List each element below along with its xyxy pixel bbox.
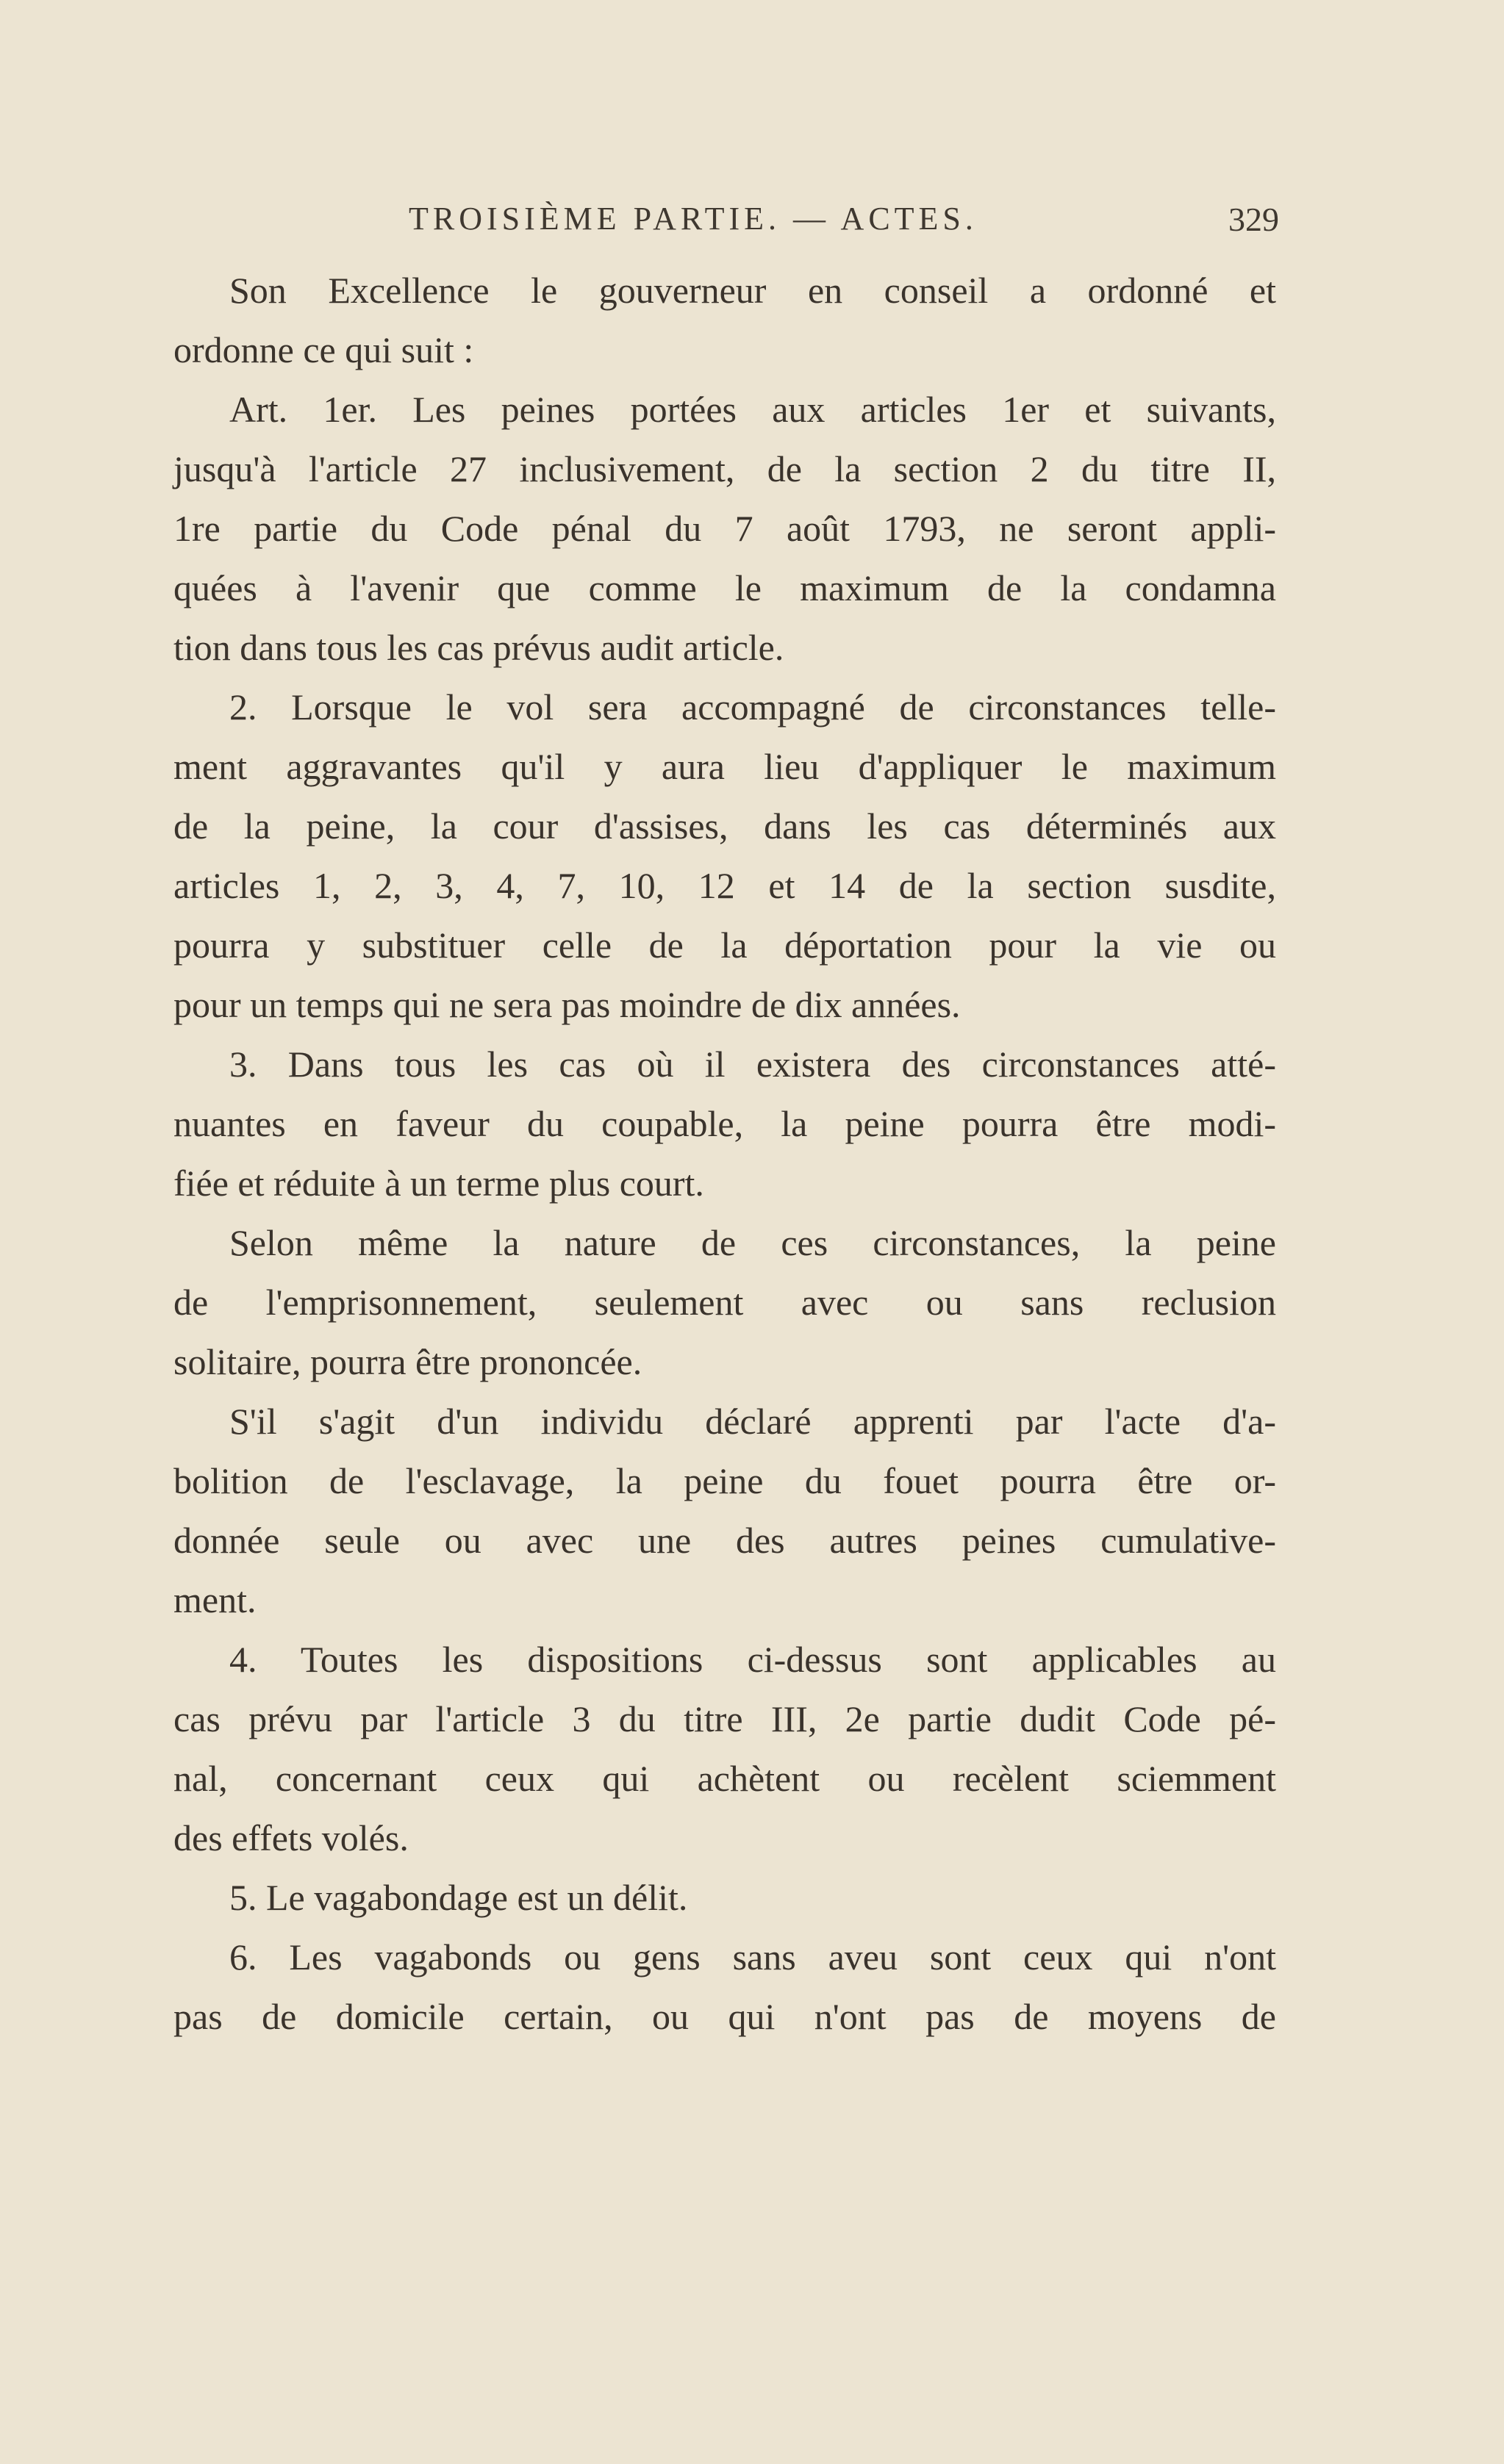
text-line: ment. bbox=[173, 1579, 257, 1620]
text-line: solitaire, pourra être prononcée. bbox=[173, 1341, 642, 1382]
text-line: des effets volés. bbox=[173, 1817, 409, 1858]
text-line: Selon même la nature de ces circonstances, la peine bbox=[229, 1222, 1276, 1263]
text-line: 3. Dans tous les cas où il existera des circonstances atté- bbox=[229, 1044, 1276, 1085]
text-line: articles 1, 2, 3, 4, 7, 10, 12 et 14 de la section susdite, bbox=[173, 865, 1276, 906]
text-line: pourra y substituer celle de la déportation pour la vie ou bbox=[173, 924, 1276, 966]
text-line: 6. Les vagabonds ou gens sans aveu sont ceux qui n'ont bbox=[229, 1936, 1276, 1978]
running-title: TROISIÈME PARTIE. — ACTES. bbox=[409, 201, 978, 237]
text-line: fiée et réduite à un terme plus court. bbox=[173, 1163, 704, 1204]
text-line: 2. Lorsque le vol sera accompagné de circonstances telle- bbox=[229, 686, 1276, 728]
text-line: ordonne ce qui suit : bbox=[173, 329, 474, 370]
text-line: ment aggravantes qu'il y aura lieu d'appliquer le maximum bbox=[173, 746, 1276, 787]
text-line: de la peine, la cour d'assises, dans les cas déterminés aux bbox=[173, 805, 1276, 847]
body-text bbox=[173, 261, 1276, 2047]
text-line: donnée seule ou avec une des autres peines cumulative- bbox=[173, 1520, 1276, 1561]
running-head bbox=[176, 200, 1279, 259]
text-line: 4. Toutes les dispositions ci-dessus sont applicables au bbox=[229, 1639, 1276, 1680]
text-line: quées à l'avenir que comme le maximum de la condamna bbox=[173, 567, 1276, 608]
text-line: Art. 1er. Les peines portées aux articles 1er et suivants, bbox=[229, 389, 1276, 430]
text-line: 5. Le vagabondage est un délit. bbox=[229, 1877, 688, 1918]
page-number: 329 bbox=[1228, 201, 1279, 238]
text-line: de l'emprisonnement, seulement avec ou sans reclusion bbox=[173, 1282, 1276, 1323]
text-line: nuantes en faveur du coupable, la peine pourra être modi- bbox=[173, 1103, 1276, 1144]
text-line: 1re partie du Code pénal du 7 août 1793, ne seront appli- bbox=[173, 508, 1276, 549]
text-line: cas prévu par l'article 3 du titre III, 2e partie dudit Code pé- bbox=[173, 1698, 1276, 1739]
text-line: jusqu'à l'article 27 inclusivement, de la section 2 du titre II, bbox=[173, 448, 1276, 489]
text-line: pour un temps qui ne sera pas moindre de dix années. bbox=[173, 984, 961, 1025]
text-line: Son Excellence le gouverneur en conseil a ordonné et bbox=[229, 270, 1276, 311]
text-line: bolition de l'esclavage, la peine du fouet pourra être or- bbox=[173, 1460, 1276, 1501]
text-line: tion dans tous les cas prévus audit article. bbox=[173, 627, 784, 668]
text-line: nal, concernant ceux qui achètent ou recèlent sciemment bbox=[173, 1758, 1276, 1799]
text-line: S'il s'agit d'un individu déclaré apprenti par l'acte d'a- bbox=[229, 1401, 1276, 1442]
text-line: pas de domicile certain, ou qui n'ont pas de moyens de bbox=[173, 1996, 1276, 2037]
